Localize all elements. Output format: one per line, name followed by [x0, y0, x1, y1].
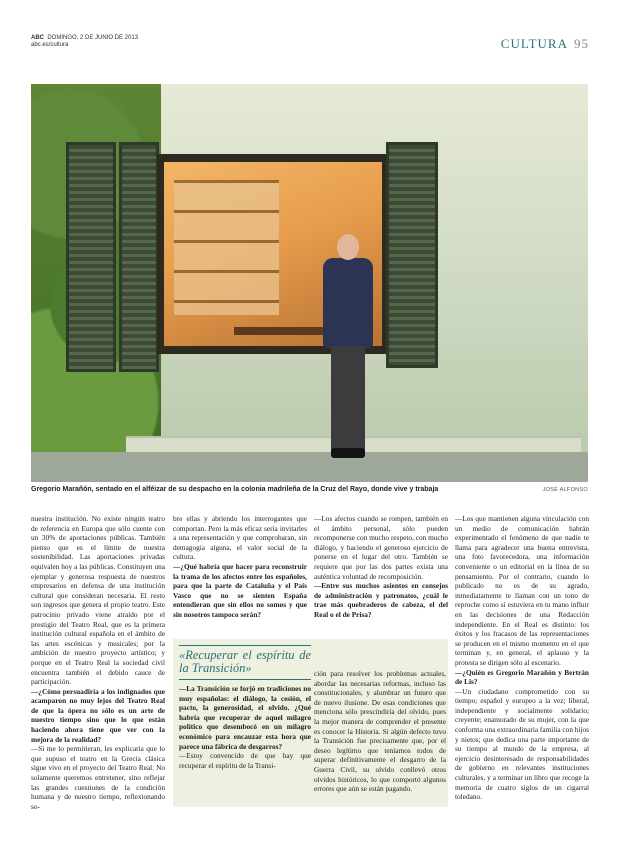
- person-head: [337, 234, 359, 260]
- photo-credit: JOSÉ ALFONSO: [542, 487, 588, 493]
- highlight-box: [173, 639, 448, 807]
- photo-shutter-right: [386, 142, 438, 368]
- main-photo: [31, 84, 588, 482]
- person-body: [323, 258, 373, 348]
- paragraph: —Un ciudadano comprometido con su tiempo; español y europeo a la vez; liberal, independiente y socialmente solidario; creyente; enamorado de su mujer, con la que conforma una extraordinaria familia con hijos y nietos; que dedica una parte importante de su tiempo al mundo de la empresa, al ejercicio desinteresado de responsabilidades de gobierno en relevantes instituciones culturales, y a terminar un libro que recoge la memoria de cuatro siglos de un cigarral toledano.: [455, 686, 589, 802]
- photo-person: [323, 234, 373, 464]
- masthead: [31, 34, 589, 54]
- issue-date: DOMINGO, 2 DE JUNIO DE 2013: [47, 35, 139, 41]
- paragraph: —Estoy convencido de que hay que recuperar el espíritu de la Transi-: [179, 751, 311, 770]
- section-url: abc.es/cultura: [31, 42, 69, 48]
- paper-name: ABC: [31, 35, 44, 41]
- paragraph: —Los afectos cuando se rompen, también en el ámbito personal, sólo pueden recomponerse con mucho respeto, con mucho diálogo, y haciendo el generoso ejercicio de ponerse en el lugar del otro. También se requiere que por las dos partes exista una auténtica voluntad de recomposición.: [314, 514, 448, 581]
- interview-question: —¿Quién es Gregorio Marañón y Bertrán de Lis?: [455, 667, 589, 687]
- caption-text: Gregorio Marañón, sentado en el alféizar de su despacho en la colonia madrileña de la Cruz del Rayo, donde vive y trabaja: [31, 486, 439, 493]
- text-column-4: [455, 514, 589, 802]
- photo-shutter-left-inner: [119, 142, 159, 372]
- person-legs: [331, 346, 365, 451]
- paragraph: —Si me lo permitieran, les explicaría que lo que supuso el teatro en la Grecia clásica sigue vivo en el proyecto del Teatro Real. No solamente queremos entretener, sino reflejar las grandes cuestiones de la condición humana y de nuestro tiempo, reflexionando so-: [31, 744, 165, 811]
- interview-question: —La Transición se forjó en tradiciones no muy españolas: el diálogo, la cesión, el pacto, la generosidad, el olvido. ¿Qué habría que recuperar de aquel milagro político que desembocó en un milagro económico para encauzar esta hora que parece una fábrica de desgarros?: [179, 684, 311, 751]
- masthead-left: [31, 35, 138, 49]
- photo-bookshelves: [174, 180, 279, 315]
- paragraph: nuestra institución. No existe ningún teatro de referencia en Europa que sólo cuente con un 30% de aportaciones públicas. También pienso que es el límite de nuestra sostenibilidad. Las aportaciones privadas equivalen hoy a las públicas. Constituyen una ejemplar y generosa respuesta de nuestros empresarios en defensa de una institución cultural que consideran necesaria. El resto son ingresos que genera el propio teatro. Este patrocinio privado viene atraído por el prestigio del Teatro Real, que es la primera institución cultural española en el ámbito de las artes escénicas y musicales; por la ambición de nuestro proyecto artístico; y porque en el Teatro Real la sociedad civil encuentra también el debido cauce de participación.: [31, 514, 165, 687]
- pull-quote: «Recuperar el espíritu de la Transición»: [179, 645, 311, 680]
- text-column-2: [173, 514, 307, 620]
- highlight-left-column: [179, 645, 311, 770]
- section-name: CULTURA: [500, 36, 568, 51]
- photo-ground: [31, 452, 588, 482]
- photo-shutter-left: [66, 142, 116, 372]
- paragraph: ción para resolver los problemas actuales, abordar las necesarias reformas, incluso las constitucionales, y alumbrar un futuro que de nuevo ilusione. De esas condiciones que menciona sólo prescindiría del olvido, pues la mejor manera de comprender el presente es conocer la Historia. Si algún defecto tuvo la Transición fue precisamente que, por el deseo legítimo que teníamos todos de superar definitivamente el desgarro de la Guerra Civil, su olvido conllevó otros olvidos históricos, lo que comportó algunos errores que aún se están pagando.: [314, 669, 446, 794]
- interview-question: —¿Qué habría que hacer para reconstruir la trama de los afectos entre los españoles, para que la parte de Cataluña y el País Vasco que no se sienten España entendieran que sin ellos no somos y que sin nosotros tampoco serán?: [173, 561, 307, 619]
- text-column-3: [314, 514, 448, 620]
- paragraph: bre ellas y abriendo los interrogantes que comportan. Pero la más eficaz sería invitarles a una representación y que comprobaran, sin demagogia alguna, el valor social de la cultura.: [173, 514, 307, 562]
- interview-question: —Entre sus muchos asientos en consejos de administración y patronatos, ¿cuál le trae más quebraderos de cabeza, el del Real o el de Prisa?: [314, 581, 448, 619]
- page-number: 95: [574, 36, 589, 51]
- interview-question: —¿Cómo persuadiría a los indignados que acamparon no muy lejos del Teatro Real de que la ópera no sólo es un arte de nuestro tiempo sino que lo que están haciendo ahora tiene que ver con la mejora de la realidad?: [31, 686, 165, 744]
- masthead-right: [501, 36, 589, 52]
- text-column-1: [31, 514, 165, 811]
- photo-caption: [31, 486, 588, 496]
- highlight-right-column: [314, 669, 446, 794]
- person-shoes: [331, 448, 365, 458]
- paragraph: —Los que mantienen alguna vinculación con un medio de comunicación habrán experimentado el fenómeno de que nadie te llama para agradecer una buena entrevista, una foto favorecedora, una información conveniente o un editorial en la línea de su pensamiento. Por el contrario, cuando lo publicado no es de su agrado, inmediatamente te llaman con un tono de reproche como si estuviera en tu mano influir en las decisiones de una Redacción independiente. En el Real es distinto: los éxitos y los fracasos de las representaciones se producen en el mismo momento en el que terminan y, en general, el aplauso y la protesta se dirigen sólo al escenario.: [455, 514, 589, 667]
